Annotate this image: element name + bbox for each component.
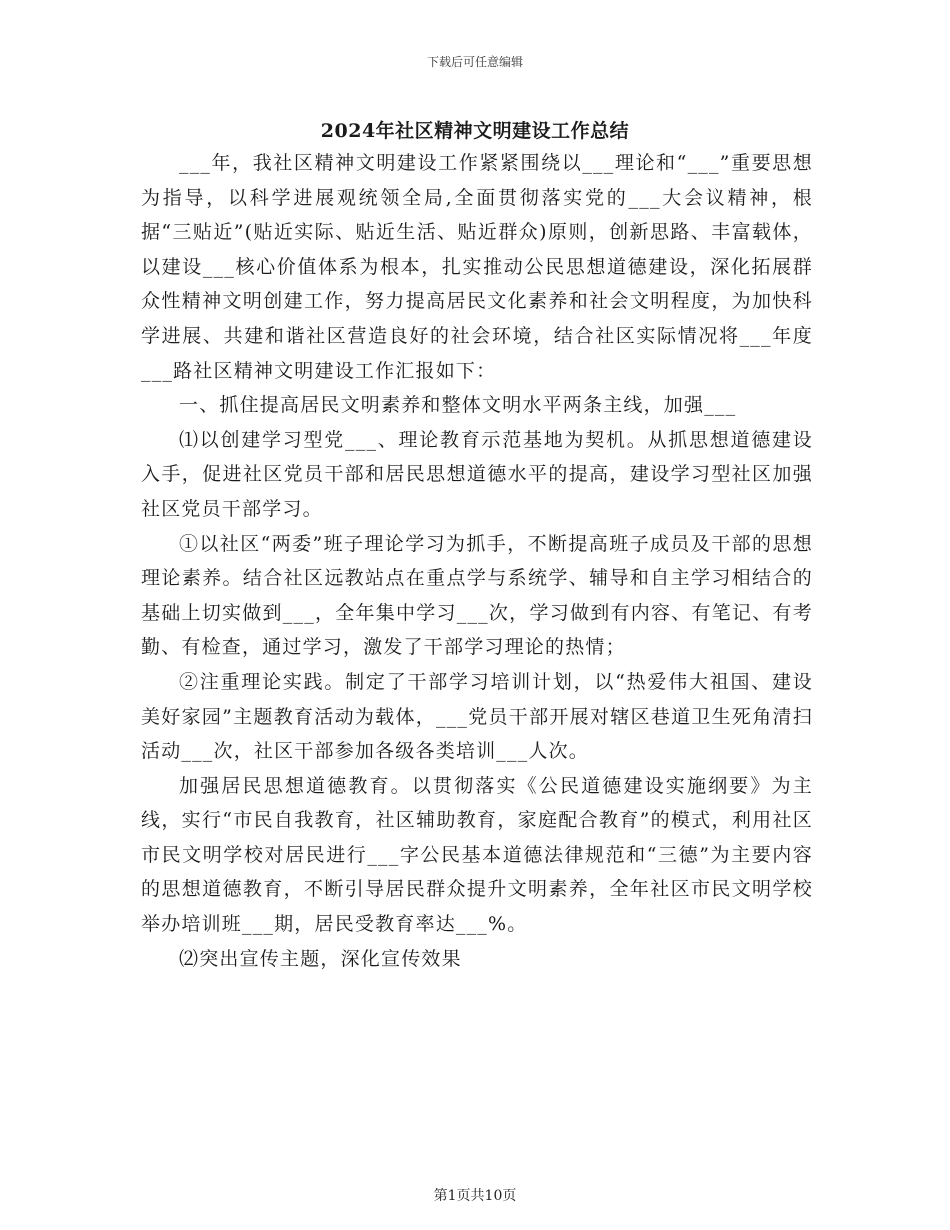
paragraph-intro: ___年，我社区精神文明建设工作紧紧围绕以___理论和“___”重要思想为指导，以科学进展观统领全局,全面贯彻落实党的___大会议精神，根据“三贴近”(贴近实际、贴近生活、贴近群众)原则，创新思路、丰富载体，以建设___核心价值体系为根本，扎实推动公民思想道德建设，深化拓展群众性精神文明创建工作，努力提高居民文化素养和社会文明程度，为加快科学进展、共建和谐社区营造良好的社会环境，结合社区实际情况将___年度___路社区精神文明建设工作汇报如下：	[141, 152, 813, 382]
paragraph-subitem-2: ②注重理论实践。制定了干部学习培训计划，以“热爱伟大祖国、建设美好家园”主题教育活动为载体，___党员干部开展对辖区巷道卫生死角清扫活动___次，社区干部参加各级各类培训___人次。	[141, 670, 813, 763]
paragraph-item-2: ⑵突出宣传主题，深化宣传效果	[179, 947, 462, 970]
paragraph-subitem-1: ①以社区“两委”班子理论学习为抓手，不断提高班子成员及干部的思想理论素养。结合社区远教站点在重点学与系统学、辅导和自主学习相结合的基础上切实做到___，全年集中学习___次，学习做到有内容、有笔记、有考勤、有检查，通过学习，激发了干部学习理论的热情；	[141, 532, 813, 659]
document-body	[141, 146, 813, 976]
page-footer: 第1页共10页	[433, 1188, 517, 1204]
paragraph-item-1: ⑴以创建学习型党___、理论教育示范基地为契机。从抓思想道德建设入手，促进社区党员干部和居民思想道德水平的提高，建设学习型社区加强社区党员干部学习。	[141, 428, 813, 520]
paragraph-section-1: 一、抓住提高居民文明素养和整体文明水平两条主线，加强___	[179, 394, 737, 417]
header-note: 下载后可任意编辑	[426, 55, 523, 69]
paragraph-moral-education: 加强居民思想道德教育。以贯彻落实《公民道德建设实施纲要》为主线，实行“市民自我教育，社区辅助教育，家庭配合教育”的模式，利用社区市民文明学校对居民进行___字公民基本道德法律规范和“三德”为主要内容的思想道德教育，不断引导居民群众提升文明素养，全年社区市民文明学校举办培训班___期，居民受教育率达___%。	[141, 774, 813, 936]
document-title: 2024年社区精神文明建设工作总结	[320, 120, 630, 142]
